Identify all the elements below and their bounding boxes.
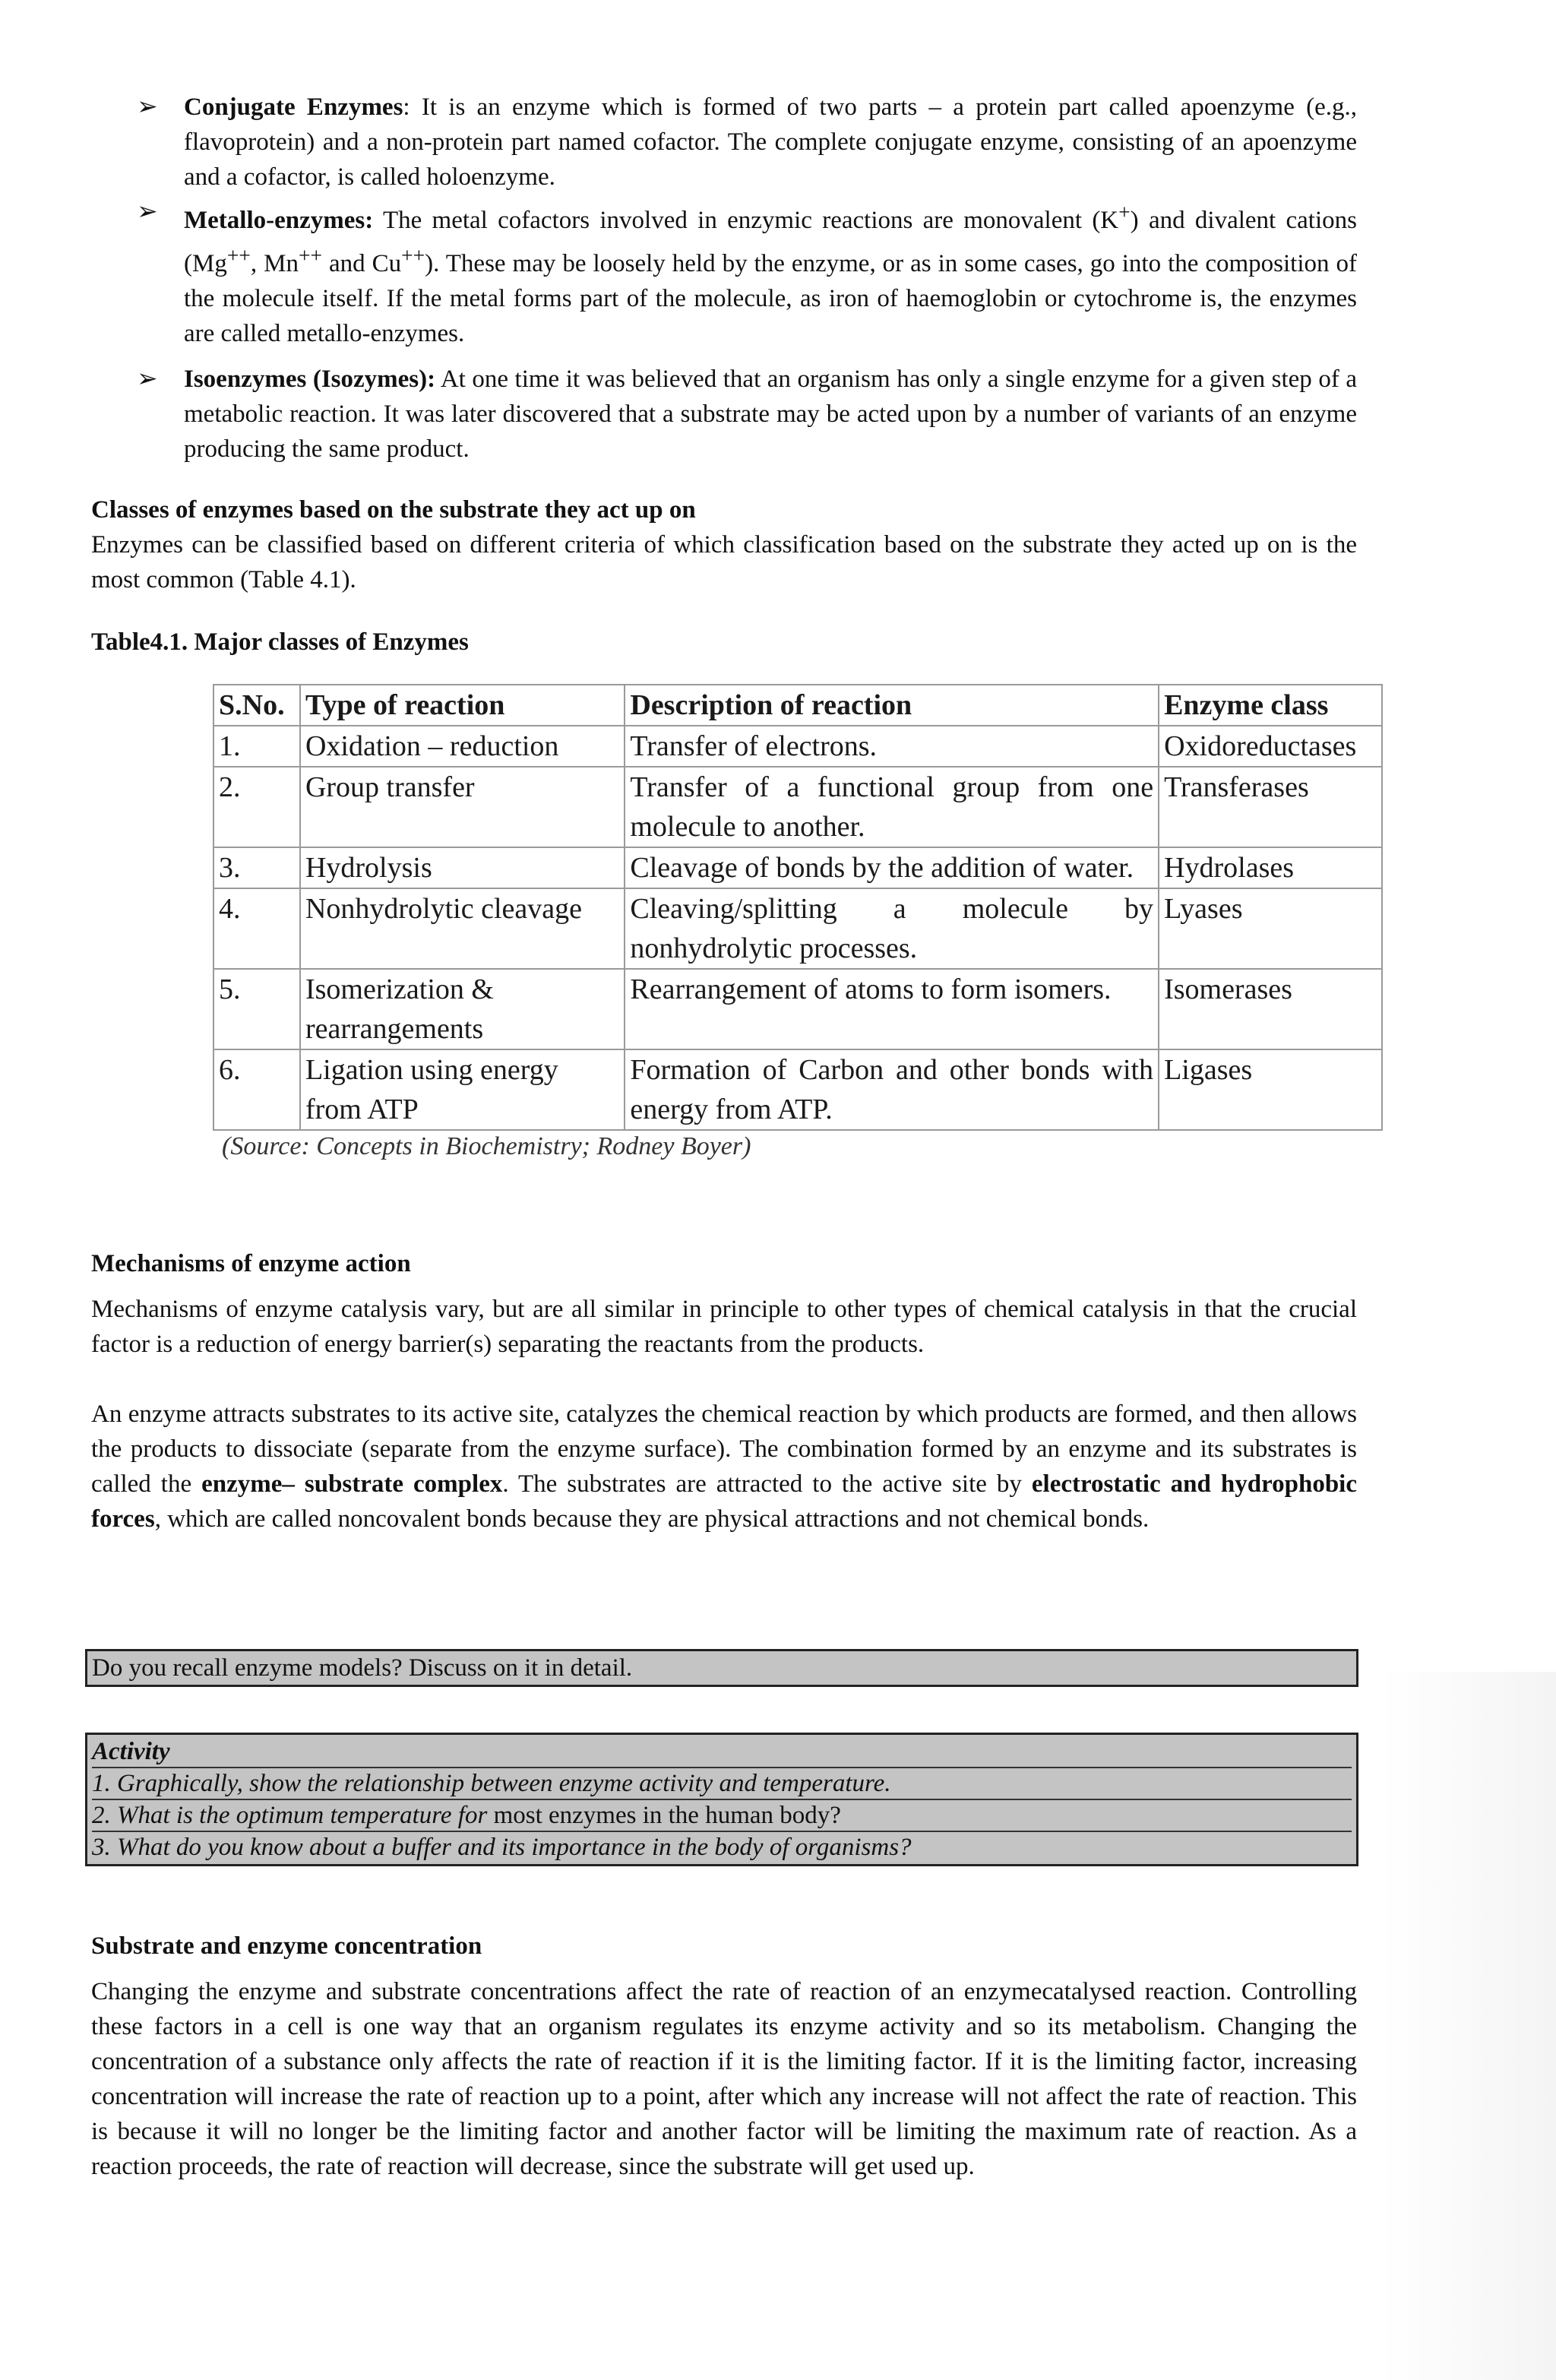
table-cell: Ligases <box>1159 1049 1382 1130</box>
table-cell: Isomerization & rearrangements <box>300 969 625 1049</box>
table-cell: Hydrolysis <box>300 847 625 888</box>
table-row <box>213 1049 1382 1130</box>
arrow-bullet-icon: ➢ <box>137 198 158 226</box>
table-cell: Hydrolases <box>1159 847 1382 888</box>
substrate-section <box>91 1929 1357 2184</box>
table-cell: 6. <box>213 1049 300 1130</box>
paragraph-text: An enzyme attracts substrates to its active site, catalyzes the chemical reaction by which products are formed, and then allows the products to dissociate (separate from the enzyme surface). The combination formed by an enzyme and its substrates is called the <box>91 1400 1357 1498</box>
bold-term: electrostatic and hydrophobic forces <box>91 1470 1357 1533</box>
activity-title: Activity <box>92 1738 170 1765</box>
column-header: Type of reaction <box>300 685 625 726</box>
definition-text: and Cu <box>321 250 402 277</box>
recall-question: Do you recall enzyme models? Discuss on it in detail. <box>92 1654 633 1682</box>
definition-text: ). These may be loosely held by the enzyme, or as in some cases, go into the composition of the molecule itself. If the metal forms part of the molecule, as iron of haemoglobin or cytochrome is, the enzymes are called metallo-enzymes. <box>184 250 1357 347</box>
table-source: (Source: Concepts in Biochemistry; Rodney Boyer) <box>222 1132 751 1160</box>
table-cell: Oxidation – reduction <box>300 726 625 767</box>
superscript: + <box>1118 200 1131 223</box>
column-header: S.No. <box>213 685 300 726</box>
classes-section <box>91 492 1357 597</box>
section-heading: Mechanisms of enzyme action <box>91 1250 411 1277</box>
table-cell: 1. <box>213 726 300 767</box>
section-heading: Substrate and enzyme concentration <box>91 1932 482 1960</box>
section-heading: Classes of enzymes based on the substrate they act up on <box>91 496 696 524</box>
definition-text: , Mn <box>250 250 299 277</box>
table-cell: 2. <box>213 767 300 847</box>
table-header-row <box>213 685 1382 726</box>
paragraph-text: . The substrates are attracted to the active site by <box>502 1470 1032 1498</box>
column-header: Description of reaction <box>625 685 1159 726</box>
table-cell: Transferases <box>1159 767 1382 847</box>
activity-item-2 <box>92 1799 1352 1831</box>
recall-question-box <box>85 1649 1358 1687</box>
table-cell: 5. <box>213 969 300 1049</box>
table-cell: Rearrangement of atoms to form isomers. <box>625 969 1159 1049</box>
term-conjugate-enzymes: Conjugate Enzymes <box>184 93 403 121</box>
table-cell: Oxidoreductases <box>1159 726 1382 767</box>
table-cell: Lyases <box>1159 888 1382 969</box>
enzyme-classes-table-wrap <box>213 684 1383 1161</box>
activity-item-text: most enzymes in the human body? <box>487 1802 841 1829</box>
enzyme-classes-table <box>213 684 1383 1131</box>
definition-text: : It is an enzyme which is formed of two parts – a protein part called apoenzyme (e.g., flavoprotein) and a non-protein part named cofactor. The complete conjugate enzyme, consisting of an apoenzyme and a cofactor, is called holoenzyme. <box>184 93 1357 191</box>
table-cell: Transfer of electrons. <box>625 726 1159 767</box>
definition-text: The metal cofactors involved in enzymic reactions are monovalent (K <box>373 207 1119 234</box>
table-cell: Isomerases <box>1159 969 1382 1049</box>
page-shading <box>1381 1672 1556 2380</box>
activity-item-text: 2. What is the optimum temperature for <box>92 1802 488 1829</box>
activity-box <box>85 1733 1358 1866</box>
superscript: ++ <box>401 243 425 267</box>
list-item-isoenzymes <box>137 362 1357 467</box>
table-caption: Table4.1. Major classes of Enzymes <box>91 628 469 656</box>
arrow-bullet-icon: ➢ <box>137 366 158 393</box>
superscript: ++ <box>298 243 322 267</box>
term-isoenzymes: Isoenzymes (Isozymes): <box>184 366 436 393</box>
list-item-conjugate-enzymes <box>137 90 1357 195</box>
table-row <box>213 969 1382 1049</box>
arrow-bullet-icon: ➢ <box>137 93 158 121</box>
paragraph-text: , which are called noncovalent bonds because they are physical attractions and not chemical bonds. <box>154 1505 1150 1533</box>
table-cell: Transfer of a functional group from one molecule to another. <box>625 767 1159 847</box>
mechanisms-paragraph-1: Mechanisms of enzyme catalysis vary, but are all similar in principle to other types of chemical catalysis in that the crucial factor is a reduction of energy barrier(s) separating the reactants from the products. <box>91 1296 1357 1358</box>
column-header: Enzyme class <box>1159 685 1382 726</box>
list-item-metallo-enzymes <box>137 195 1357 351</box>
table-row <box>213 888 1382 969</box>
table-cell: 4. <box>213 888 300 969</box>
table-row <box>213 847 1382 888</box>
mechanisms-section <box>91 1246 1357 1537</box>
definition-text: At one time it was believed that an organism has only a single enzyme for a given step of a metabolic reaction. It was later discovered that a substrate may be acted upon by a number of variants of an enzyme producing the same product. <box>184 366 1357 463</box>
term-metallo-enzymes: Metallo-enzymes: <box>184 207 374 234</box>
activity-item-3: 3. What do you know about a buffer and its importance in the body of organisms? <box>92 1831 1352 1863</box>
superscript: ++ <box>226 243 251 267</box>
section-paragraph: Enzymes can be classified based on different criteria of which classification based on the substrate they acted up on is the most common (Table 4.1). <box>91 531 1357 593</box>
table-cell: 3. <box>213 847 300 888</box>
table-cell: Group transfer <box>300 767 625 847</box>
substrate-paragraph: Changing the enzyme and substrate concentrations affect the rate of reaction of an enzymecatalysed reaction. Controlling these factors in a cell is one way that an organism regulates its enzyme activity and so its metabolism. Changing the concentration of a substance only affects the rate of reaction if it is the limiting factor. If it is the limiting factor, increasing concentration will increase the rate of reaction up to a point, after which any increase will not affect the rate of reaction. This is because it will no longer be the limiting factor and another factor will be limiting the maximum rate of reaction. As a reaction proceeds, the rate of reaction will decrease, since the substrate will get used up. <box>91 1978 1357 2180</box>
mechanisms-paragraph-2 <box>91 1397 1357 1537</box>
table-cell: Formation of Carbon and other bonds with energy from ATP. <box>625 1049 1159 1130</box>
table-cell: Cleavage of bonds by the addition of water. <box>625 847 1159 888</box>
activity-item-1: 1. Graphically, show the relationship between enzyme activity and temperature. <box>92 1767 1352 1799</box>
enzyme-types-list <box>137 90 1357 467</box>
table-cell: Nonhydrolytic cleavage <box>300 888 625 969</box>
table-row <box>213 767 1382 847</box>
definition-text: ) and divalent cations (Mg <box>184 207 1357 277</box>
bold-term: enzyme– substrate complex <box>201 1470 503 1498</box>
table-cell: Ligation using energy from ATP <box>300 1049 625 1130</box>
table-cell: Cleaving/splitting a molecule by nonhydrolytic processes. <box>625 888 1159 969</box>
table-row <box>213 726 1382 767</box>
